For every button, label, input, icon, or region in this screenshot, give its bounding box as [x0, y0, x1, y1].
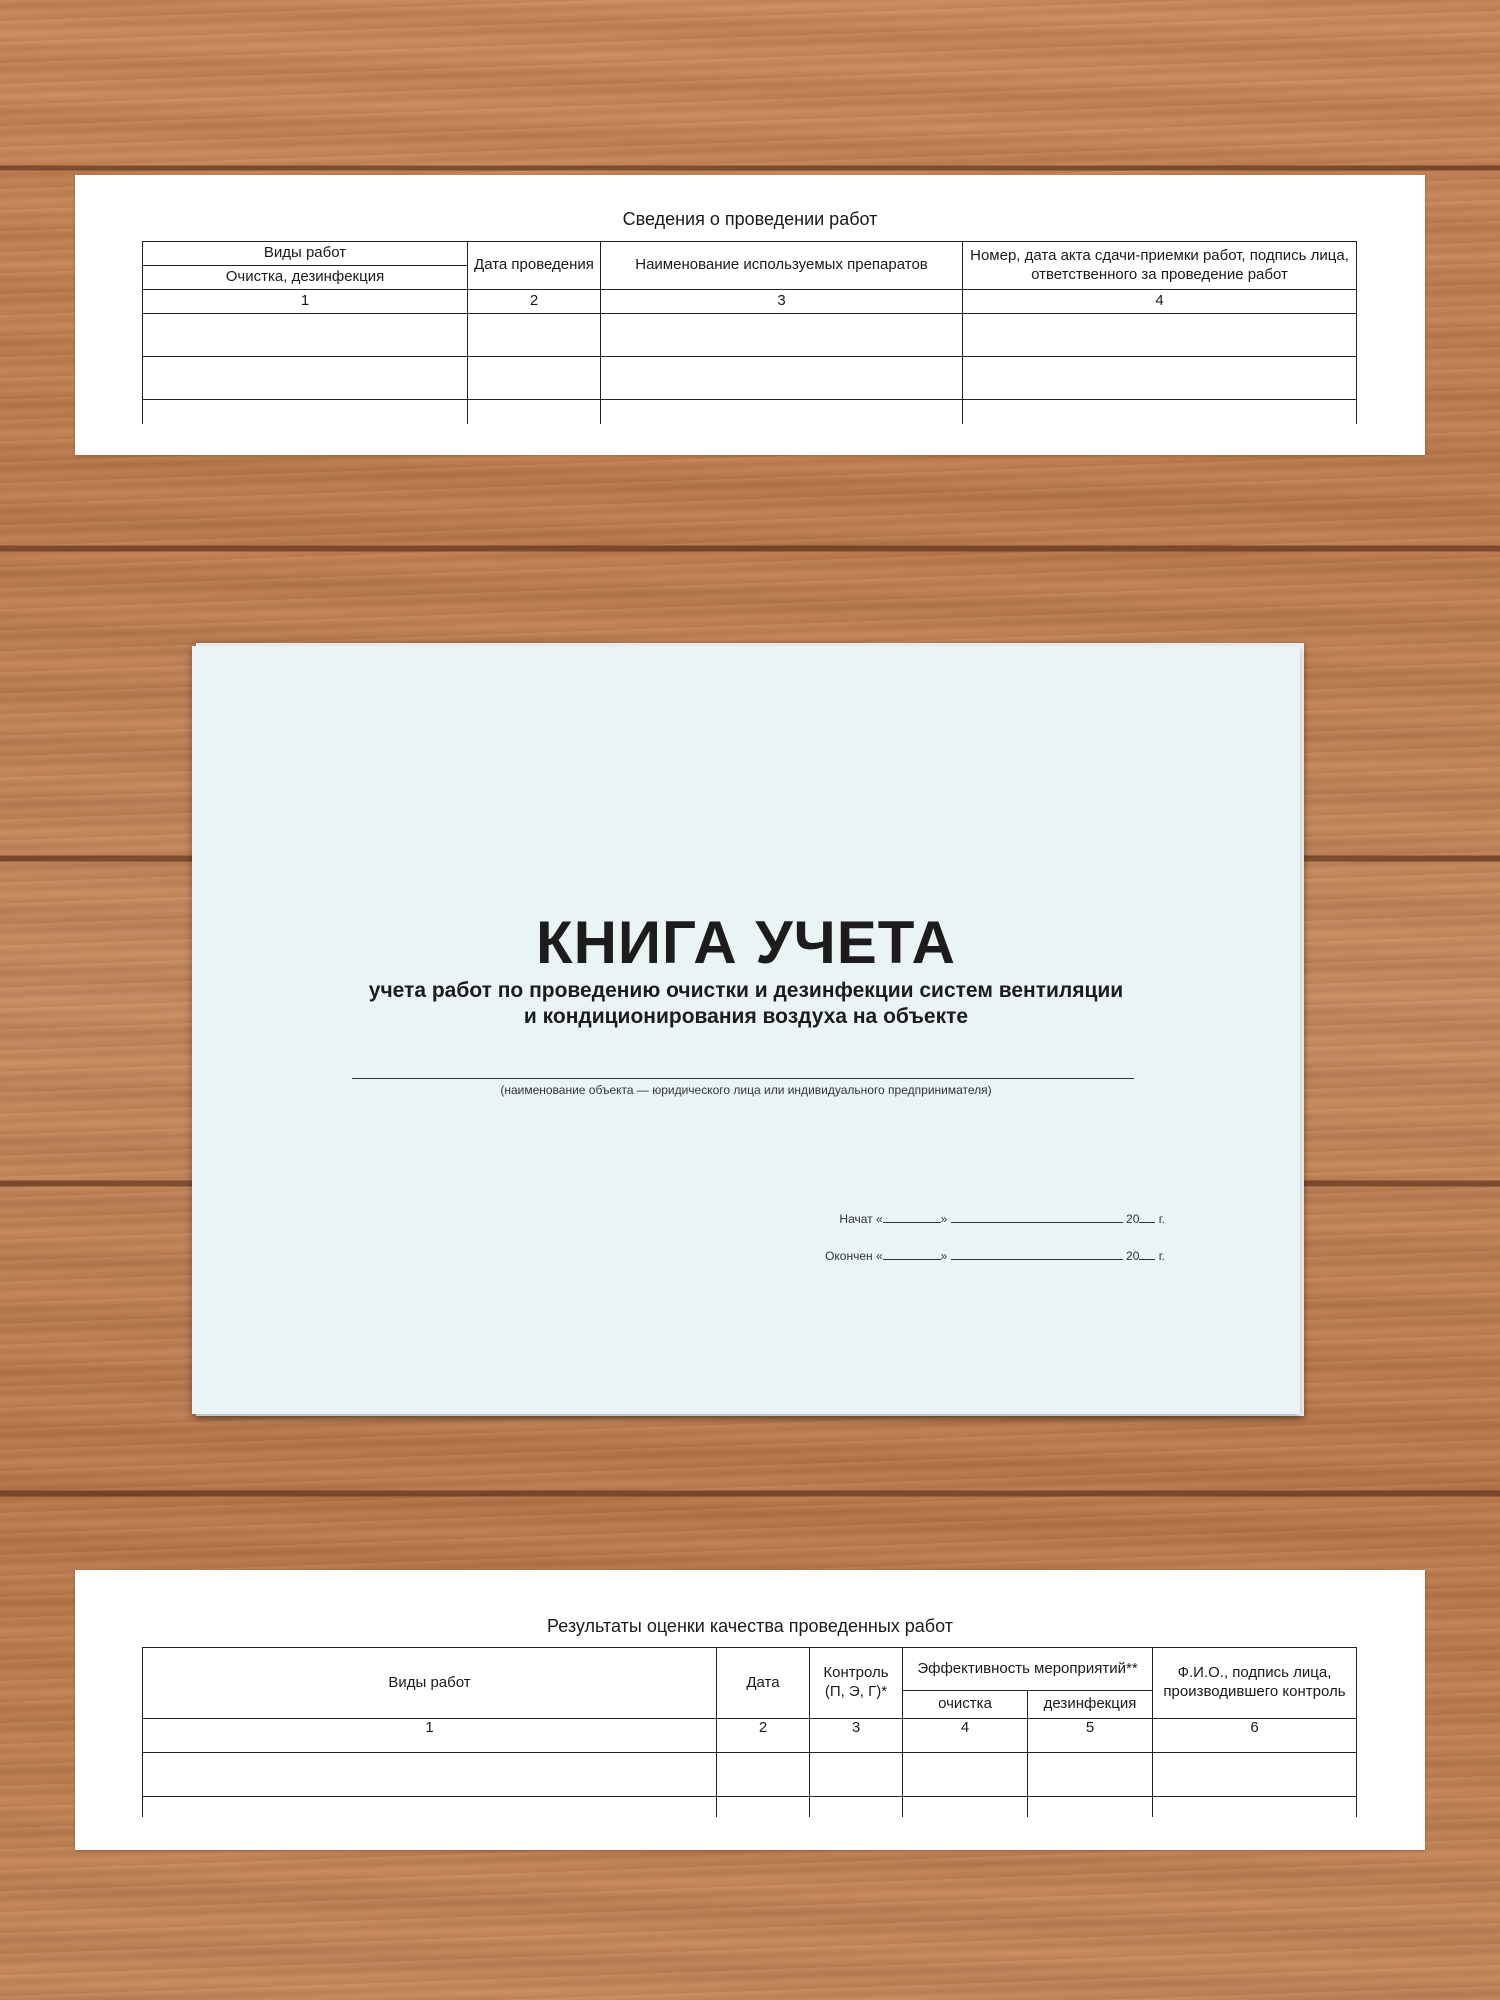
work-info-form-title: Сведения о проведении работ [622, 209, 878, 229]
table-cell[interactable] [468, 400, 601, 424]
object-name-field[interactable] [352, 1078, 1134, 1079]
table-cell[interactable] [601, 357, 963, 400]
header-work-types: Виды работ [143, 1648, 717, 1719]
column-number: 4 [963, 290, 1357, 314]
quality-assessment-table [142, 1647, 1357, 1817]
table-row [143, 314, 1357, 357]
column-number: 2 [717, 1719, 810, 1753]
table-cell[interactable] [143, 1753, 717, 1797]
finished-label: Окончен « [825, 1249, 883, 1263]
table-cell[interactable] [1153, 1753, 1357, 1797]
table-cell[interactable] [1028, 1753, 1153, 1797]
started-year-field[interactable] [1139, 1211, 1155, 1223]
object-name-caption: (наименование объекта — юридического лица или индивидуального предпринимателя) [500, 1083, 992, 1097]
started-label: Начат « [839, 1212, 883, 1226]
header-date: Дата проведения [468, 242, 601, 290]
header-preparations: Наименование используемых препаратов [601, 242, 963, 290]
column-number: 3 [810, 1719, 903, 1753]
year-prefix: 20 [1126, 1249, 1140, 1263]
header-controller-signature: Ф.И.О., подпись лица, производившего контроль [1153, 1648, 1357, 1719]
table-cell[interactable] [468, 314, 601, 357]
table-cell[interactable] [963, 400, 1357, 424]
table-cell[interactable] [1028, 1797, 1153, 1817]
header-date: Дата [717, 1648, 810, 1719]
started-month-field[interactable] [951, 1211, 1123, 1223]
column-number: 2 [468, 290, 601, 314]
column-number: 5 [1028, 1719, 1153, 1753]
table-cell[interactable] [143, 357, 468, 400]
table-cell[interactable] [903, 1797, 1028, 1817]
table-cell[interactable] [601, 400, 963, 424]
table-cell[interactable] [963, 357, 1357, 400]
header-act-signature: Номер, дата акта сдачи-приемки работ, подпись лица, ответственного за проведение работ [963, 242, 1357, 290]
column-number: 6 [1153, 1719, 1357, 1753]
table-cell[interactable] [903, 1753, 1028, 1797]
work-info-form-strip [75, 175, 1425, 455]
table-cell[interactable] [143, 314, 468, 357]
cover-subtitle-line: и кондиционирования воздуха на объекте [523, 1005, 969, 1028]
header-effectiveness: Эффективность мероприятий** [903, 1648, 1153, 1691]
finished-date-row [825, 1248, 1165, 1263]
quality-assessment-form-title: Результаты оценки качества проведенных работ [547, 1616, 953, 1636]
table-cell[interactable] [717, 1753, 810, 1797]
cover-subtitle [192, 978, 1300, 1030]
logbook-cover [192, 646, 1300, 1414]
table-cell[interactable] [143, 400, 468, 424]
quote-close: » [940, 1212, 948, 1226]
cover-title: КНИГА УЧЕТА [535, 909, 956, 976]
column-number: 3 [601, 290, 963, 314]
header-control: Контроль (П, Э, Г)* [810, 1648, 903, 1719]
cover-subtitle-line: учета работ по проведению очистки и дезинфекции систем вентиляции [368, 979, 1124, 1002]
table-cell[interactable] [963, 314, 1357, 357]
year-prefix: 20 [1126, 1212, 1140, 1226]
table-row [143, 1753, 1357, 1797]
table-row [143, 357, 1357, 400]
column-number: 1 [143, 1719, 717, 1753]
started-day-field[interactable] [883, 1211, 941, 1223]
table-cell[interactable] [717, 1797, 810, 1817]
quality-assessment-form-strip [75, 1570, 1425, 1850]
started-date-row [839, 1211, 1165, 1226]
year-suffix: г. [1158, 1212, 1165, 1226]
column-number: 4 [903, 1719, 1028, 1753]
header-disinfection: дезинфекция [1028, 1691, 1153, 1719]
header-cleaning-disinfection: Очистка, дезинфекция [143, 266, 468, 290]
table-cell[interactable] [601, 314, 963, 357]
quote-close: » [940, 1249, 948, 1263]
table-cell[interactable] [810, 1753, 903, 1797]
table-cell[interactable] [468, 357, 601, 400]
finished-month-field[interactable] [951, 1248, 1123, 1260]
table-row [143, 1797, 1357, 1817]
table-cell[interactable] [1153, 1797, 1357, 1817]
work-info-table [142, 241, 1357, 424]
header-work-types: Виды работ [143, 242, 468, 266]
finished-year-field[interactable] [1139, 1248, 1155, 1260]
year-suffix: г. [1158, 1249, 1165, 1263]
header-cleaning: очистка [903, 1691, 1028, 1719]
table-row [143, 400, 1357, 424]
table-cell[interactable] [810, 1797, 903, 1817]
column-number: 1 [143, 290, 468, 314]
table-cell[interactable] [143, 1797, 717, 1817]
finished-day-field[interactable] [883, 1248, 941, 1260]
